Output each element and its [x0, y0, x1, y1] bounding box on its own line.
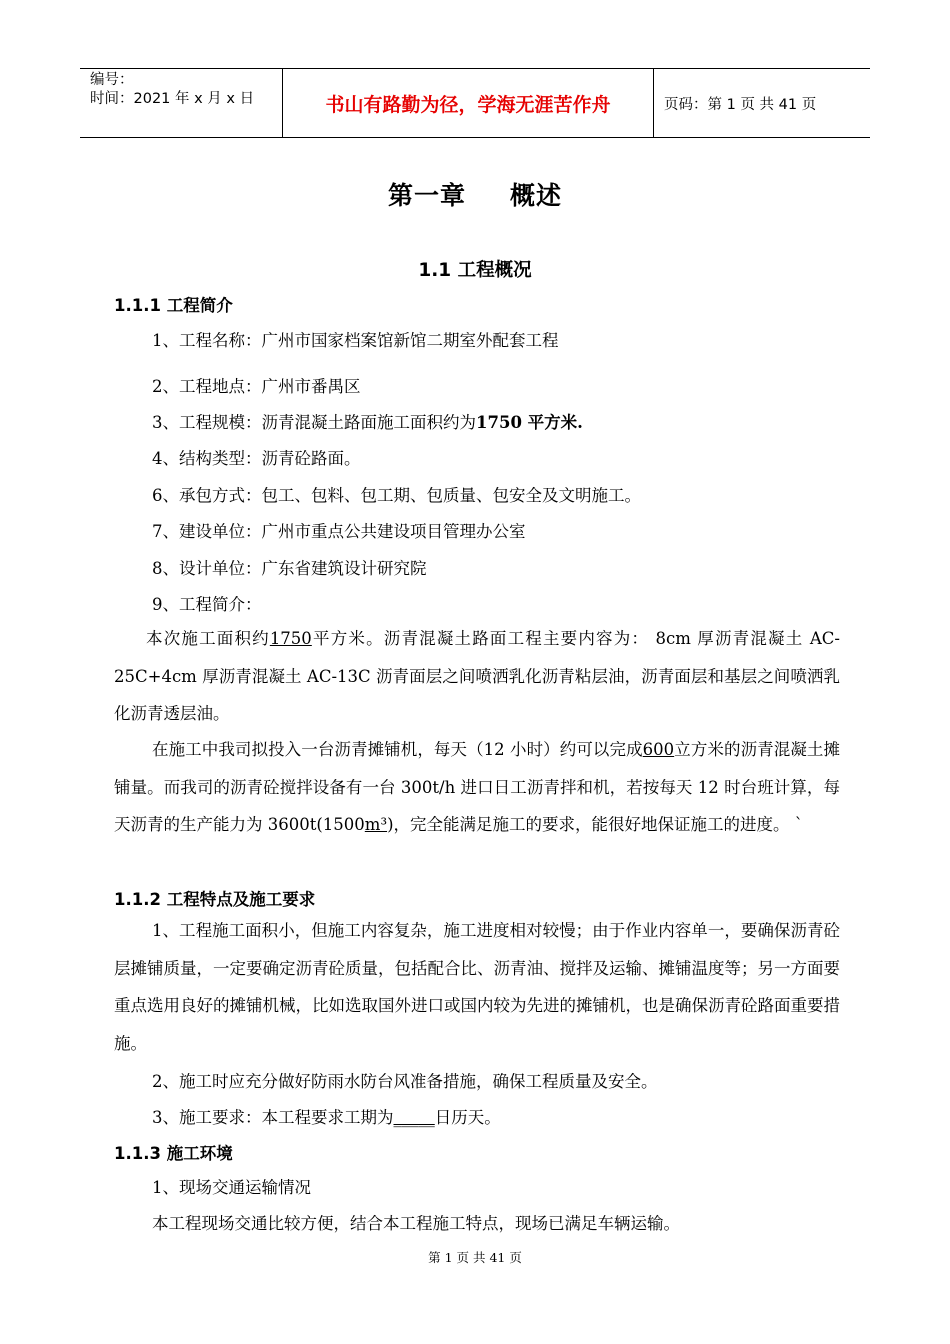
chapter-name: 概述 — [510, 181, 563, 210]
list-item-scale — [152, 409, 583, 433]
environment-paragraph: 本工程现场交通比较方便，结合本工程施工特点，现场已满足车辆运输。 — [152, 1214, 680, 1233]
intro-paragraph-1 — [114, 620, 840, 733]
number-label: 编号： — [90, 72, 134, 88]
heading-1-1-2: 1.1.2 工程特点及施工要求 — [114, 890, 316, 909]
features-paragraph-2: 2、施工时应充分做好防雨水防台风准备措施，确保工程质量及安全。 — [152, 1072, 658, 1091]
scale-label: 3、工程规模：沥青混凝土路面施工面积约为 — [152, 413, 476, 432]
chapter-number: 第一章 — [387, 181, 466, 210]
p2-text-mid: 立方米的沥青混凝土摊铺量。而我司的沥青砼搅拌设备有一台 300t/h 进口日工沥青拌和机，若按每天 12 时台班计算，每天沥青的生产能力为 3600t(1500 — [114, 740, 841, 834]
p1-text-rest: 平方米。沥青混凝土路面工程主要内容为： 8cm 厚沥青混凝土 AC-25C+4cm 厚沥青混凝土 AC-13C 沥青面层之间喷洒乳化沥青粘层油，沥青面层和基层之间喷洒乳化沥青透层油。 — [114, 629, 840, 723]
section-title: 1.1 工程概况 — [418, 260, 532, 281]
list-item: 8、设计单位：广东省建筑设计研究院 — [152, 559, 427, 578]
page-footer: 第 1 页 共 41 页 — [428, 1250, 522, 1265]
p1-text: 本次施工面积约 — [146, 629, 270, 648]
list-item: 4、结构类型：沥青砼路面。 — [152, 449, 361, 468]
p2-text-end: )，完全能满足施工的要求，能很好地保证施工的进度。 ` — [387, 815, 803, 834]
scale-value: 1750 平方米. — [476, 413, 583, 432]
features-paragraph-1: 1、工程施工面积小，但施工内容复杂，施工进度相对较慢；由于作业内容单一，要确保沥青砼层摊铺质量，一定要确定沥青砼质量，包括配合比、沥青油、搅拌及运输、摊铺温度等；另一方面要重点选用良好的摊铺机械，比如选取国外进口或国内较为先进的摊铺机，也是确保沥青砼路面重要措施。 — [114, 921, 840, 1053]
list-item: 9、工程简介： — [152, 595, 262, 614]
p3-text: 3、施工要求：本工程要求工期为 — [152, 1108, 394, 1127]
list-item: 2、工程地点：广州市番禺区 — [152, 377, 361, 396]
heading-1-1-3: 1.1.3 施工环境 — [114, 1144, 233, 1163]
list-item: 1、现场交通运输情况 — [152, 1178, 311, 1197]
list-item: 1、工程名称：广州市国家档案馆新馆二期室外配套工程 — [152, 331, 559, 350]
page-info: 页码：第 1 页 共 41 页 — [664, 96, 817, 113]
p1-area: 1750 — [269, 629, 312, 648]
p3-blank: _____ — [393, 1108, 435, 1127]
p2-unit: m³ — [364, 815, 388, 834]
list-item: 7、建设单位：广州市重点公共建设项目管理办公室 — [152, 522, 526, 541]
chapter-title — [0, 176, 950, 212]
motto: 书山有路勤为径，学海无涯苦作舟 — [282, 69, 654, 137]
p3-text-end: 日历天。 — [434, 1108, 501, 1127]
intro-paragraph-2 — [114, 731, 840, 844]
p2-volume: 600 — [642, 740, 675, 759]
features-paragraph-3 — [152, 1104, 501, 1128]
page-header — [80, 68, 870, 138]
time-label: 时间：2021 年 x 月 x 日 — [90, 91, 255, 107]
heading-1-1-1: 1.1.1 工程简介 — [114, 296, 233, 315]
list-item: 6、承包方式：包工、包料、包工期、包质量、包安全及文明施工。 — [152, 486, 641, 505]
p2-text: 在施工中我司拟投入一台沥青摊铺机，每天（12 小时）约可以完成 — [152, 740, 643, 759]
header-left-cell — [80, 69, 282, 137]
